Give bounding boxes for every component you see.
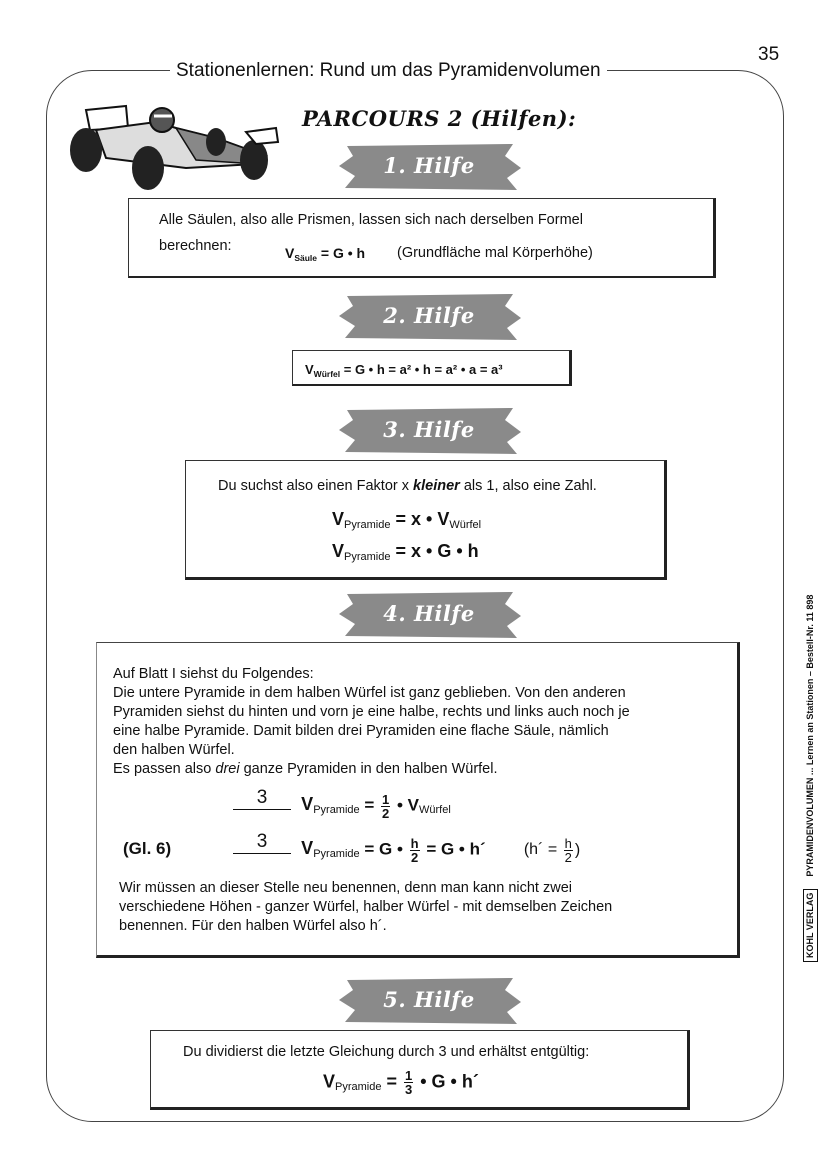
hint-banner-3 [337,406,521,456]
hint-label: 5. Hilfe [383,987,475,1012]
hint-banner-5 [337,976,521,1026]
fraction: $\frac{h}{2}$ [564,836,572,865]
hint-5-box [150,1030,690,1110]
hint-label: 1. Hilfe [383,153,475,178]
hint-1-formula: $V_{Säule} = G$ • h [285,245,366,263]
hint-4-line: Auf Blatt I siehst du Folgendes: [113,666,314,682]
hint-4-line: Die untere Pyramide in dem halben Würfel ist ganz geblieben. Von den anderen [113,685,626,701]
hint-1-explanation: (Grundfläche mal Körperhöhe) [397,245,593,261]
hint-2-box [292,350,572,386]
answer-blank: 3 [233,809,291,810]
hint-4-box [96,642,740,958]
hint-4-closing: Wir müssen an dieser Stelle neu benennen, denn man kann nicht zwei [119,880,572,896]
hint-banner-4 [337,590,521,640]
sidebar-text: PYRAMIDENVOLUMEN ... Lernen an Stationen – Bestell-Nr. 11 898 [805,594,815,877]
hint-label: 3. Hilfe [383,417,475,442]
hint-3-box [185,460,667,580]
hint-3-equation-1: VPyramide = x • VWürfel [332,509,482,531]
fraction: $\frac{h}{2}$ [410,836,419,865]
hint-label: 2. Hilfe [383,303,475,328]
hint-4-line: den halben Würfel. [113,742,235,758]
hint-1-box [128,198,716,278]
race-car-icon [66,98,286,193]
hint-1-line2: berechnen: [159,238,232,254]
hint-5-text: Du dividierst die letzte Gleichung durch 3 und erhältst entgültig: [183,1044,590,1060]
hint-5-equation: VPyramide = $\frac{1}{3}$ • G • h´ [323,1068,479,1097]
answer-blank: 3 [233,853,291,854]
hint-2-formula: $V_{Würfel} = G$ • h = a² • h = a² • a = a³ [305,362,503,379]
equation-label: (Gl. 6) [123,839,172,858]
publisher-sidebar [798,594,822,962]
hint-4-line: eine halbe Pyramide. Damit bilden drei Pyramiden eine flache Säule, nämlich [113,723,609,739]
publisher-logo: KOHL VERLAG [803,889,818,962]
fraction: $\frac{1}{2}$ [382,792,390,821]
hint-4-closing: verschiedene Höhen - ganzer Würfel, halber Würfel - mit demselben Zeichen [119,899,613,915]
hint-label: 4. Hilfe [383,601,475,626]
hint-banner-1 [337,142,521,192]
hint-1-line1: Alle Säulen, also alle Prismen, lassen sich nach derselben Formel [159,212,583,228]
page-number: 35 [758,44,780,65]
hint-4-line: Pyramiden siehst du hinten und vorn je eine halbe, rechts und links auch noch je [113,704,630,720]
main-title: PARCOURS 2 (Hilfen): [302,106,577,131]
hint-4-equation-b: 3 $V_{Pyramide} = G$ • $\frac{h}{2}$ = G • h´ (h´ = $\frac{h}{2}$ ) [233,837,580,864]
hint-3-equation-2: VPyramide = x • G • h [332,541,479,563]
header-title: Stationenlernen: Rund um das Pyramidenvolumen [170,60,607,82]
hint-3-text: Du suchst also einen Faktor x kleiner als 1, also eine Zahl. [218,478,597,494]
hint-4-closing: benennen. Für den halben Würfel also h´. [119,918,387,934]
fraction: $\frac{1}{3}$ [405,1068,413,1097]
hint-4-pass-line: Es passen also drei ganze Pyramiden in den halben Würfel. [113,761,498,777]
hint-4-equation-a: 3 $V_{Pyramide}$ = $\frac{1}{2}$ • $V_{Würfel}$ [233,793,451,820]
hint-banner-2 [337,292,521,342]
